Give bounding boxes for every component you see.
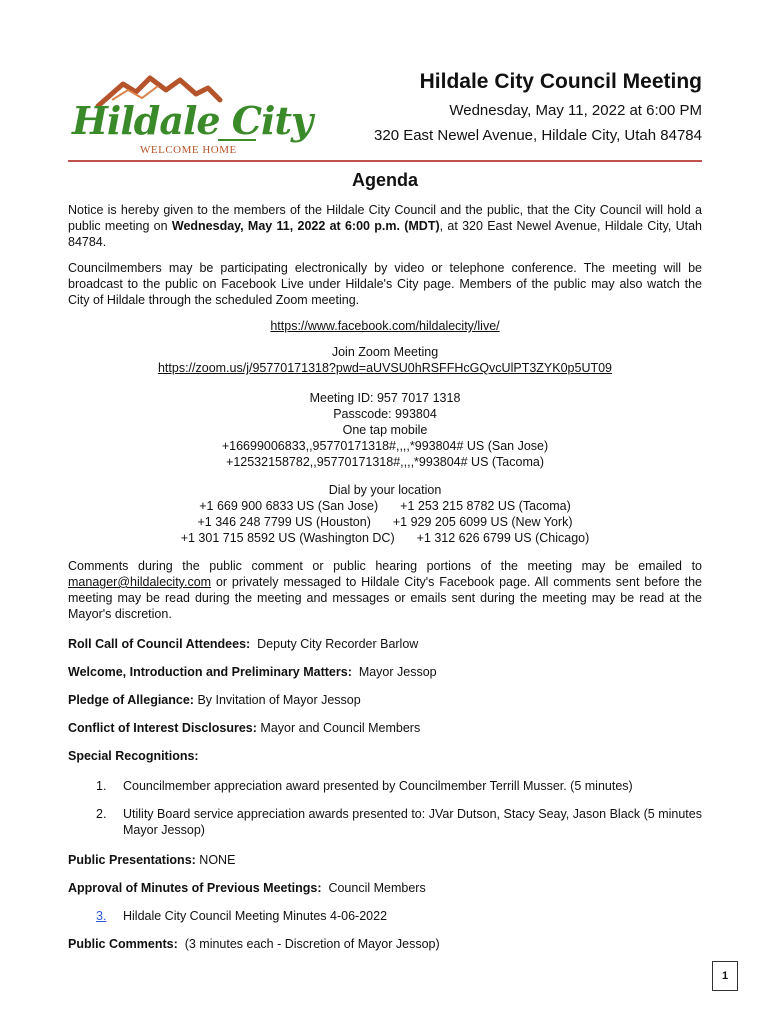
dial-label: Dial by your location [328, 483, 442, 497]
meeting-title: Hildale City Council Meeting [419, 70, 702, 93]
item-label: Public Presentations: [68, 853, 196, 867]
item-label: Pledge of Allegiance: [68, 693, 194, 707]
dial-number: +1 929 205 6099 US (New York) [392, 515, 573, 529]
agenda-item-welcome [68, 664, 702, 680]
zoom-join-label: Join Zoom Meeting [331, 345, 439, 359]
agenda-item-roll-call [68, 636, 702, 652]
zoom-tap-number: +16699006833,,95770171318#,,,,*993804# US (San Jose) [221, 439, 549, 453]
zoom-tap-number: +12532158782,,95770171318#,,,,*993804# US (Tacoma) [226, 455, 544, 469]
list-item [68, 778, 702, 794]
item-label: Public Comments: [68, 937, 178, 951]
dial-row [68, 530, 702, 546]
logo-wordmark: Hildale City [72, 98, 313, 143]
item-value: (3 minutes each - Discretion of Mayor Jessop) [184, 937, 440, 951]
hildale-city-logo [68, 70, 313, 160]
list-number: 1. [96, 779, 107, 793]
meeting-address: 320 East Newel Avenue, Hildale City, Utah 84784 [374, 127, 702, 144]
item-label: Approval of Minutes of Previous Meetings: [68, 881, 322, 895]
agenda-item-pledge [68, 692, 702, 708]
comments-text-start: Comments during the public comment or public hearing portions of the meeting may be emailed to [68, 559, 702, 573]
notice-text-start: Notice is hereby given to the members of the Hildale City Council and the public, that the City Council will hold a public meeting on [68, 203, 702, 233]
dial-number: +1 669 900 6833 US (San Jose) [199, 499, 379, 513]
facebook-link-line [68, 318, 702, 334]
item-label: Special Recognitions: [68, 749, 199, 763]
dial-row [68, 498, 702, 514]
comments-text-end: or privately messaged to Hildale City's Facebook page. All comments sent before the meeting may be read during the meeting and messages or emails sent during the meeting may be read at the Mayor's discretion. [68, 575, 702, 621]
item-label: Welcome, Introduction and Preliminary Matters: [68, 665, 352, 679]
list-text: Hildale City Council Meeting Minutes 4-06-2022 [123, 909, 388, 923]
dial-number: +1 253 215 8782 US (Tacoma) [400, 499, 571, 513]
comments-paragraph [68, 558, 702, 622]
item-value: Deputy City Recorder Barlow [257, 637, 419, 651]
list-item [68, 806, 702, 838]
meeting-header [374, 70, 702, 144]
item-label: Roll Call of Council Attendees: [68, 637, 251, 651]
logo-tagline: WELCOME HOME [140, 144, 237, 156]
agenda-heading: Agenda [351, 170, 418, 190]
list-number: 2. [96, 807, 107, 821]
agenda-item-public-comments [68, 936, 702, 952]
dial-number: +1 301 715 8592 US (Washington DC) [180, 531, 395, 545]
zoom-link[interactable]: https://zoom.us/j/95770171318?pwd=aUVSU0hRSFFHcGQvcUlPT3ZYK0p5UT09 [157, 361, 613, 375]
item-value: Mayor and Council Members [260, 721, 421, 735]
agenda-item-conflict [68, 720, 702, 736]
notice-paragraph [68, 202, 702, 250]
dial-number: +1 312 626 6799 US (Chicago) [416, 531, 590, 545]
facebook-link[interactable]: https://www.facebook.com/hildalecity/live/ [270, 319, 500, 333]
agenda-item-special-recognitions [68, 748, 702, 764]
list-text: Utility Board service appreciation awards presented to: JVar Dutson, Stacy Seay, Jason Black (5 minutes Mayor Jessop) [123, 807, 702, 837]
dial-number: +1 346 248 7799 US (Houston) [197, 515, 371, 529]
dial-row [68, 514, 702, 530]
header-divider [68, 160, 702, 162]
zoom-one-tap-label: One tap mobile [342, 423, 428, 437]
email-link[interactable]: manager@hildalecity.com [68, 575, 212, 589]
list-text: Councilmember appreciation award presented by Councilmember Terrill Musser. (5 minutes) [123, 779, 633, 793]
list-item [68, 908, 702, 924]
agenda-item-public-presentations [68, 852, 702, 868]
meeting-date: Wednesday, May 11, 2022 at 6:00 PM [449, 102, 702, 119]
zoom-meeting-id: Meeting ID: 957 7017 1318 [309, 391, 461, 405]
item-label: Conflict of Interest Disclosures: [68, 721, 257, 735]
item-value: Mayor Jessop [358, 665, 437, 679]
minutes-link-number[interactable]: 3. [96, 909, 107, 923]
item-value: NONE [199, 853, 236, 867]
notice-date-bold: Wednesday, May 11, 2022 at 6:00 p.m. (MDT) [171, 219, 440, 233]
agenda-item-minutes-approval [68, 880, 702, 896]
zoom-passcode: Passcode: 993804 [333, 407, 437, 421]
item-value: By Invitation of Mayor Jessop [197, 693, 361, 707]
notice-text-end: , at 320 East Newel Avenue, Hildale City, Utah 84784. [68, 219, 702, 249]
agenda-body [68, 202, 702, 964]
broadcast-paragraph: Councilmembers may be participating electronically by video or telephone conference. The meeting will be broadcast to the public on Facebook Live under Hildale's City page. Members of the public may also watch the City of Hildale through the scheduled Zoom meeting. [68, 261, 702, 307]
item-value: Council Members [328, 881, 426, 895]
zoom-link-line [68, 360, 702, 376]
page-number: 1 [712, 961, 738, 991]
